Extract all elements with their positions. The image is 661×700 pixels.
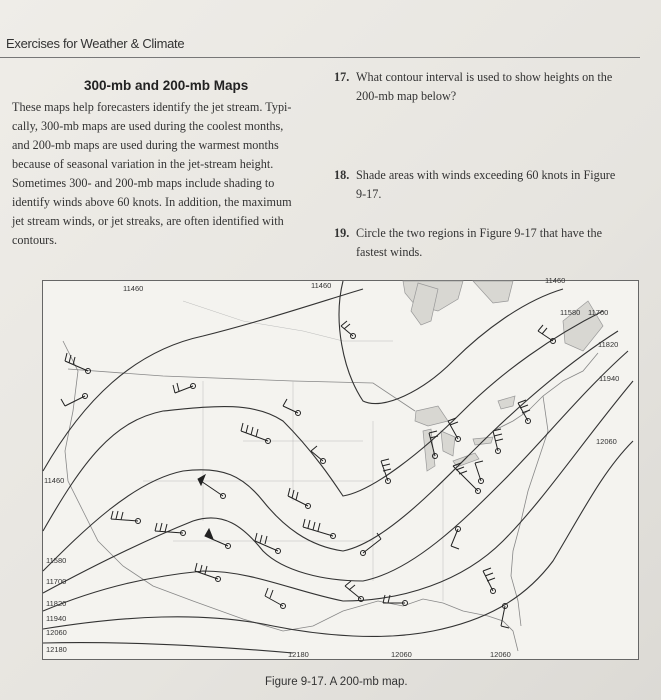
wind-barb bbox=[265, 588, 286, 609]
wind-barb bbox=[501, 604, 509, 629]
canada-lines bbox=[183, 301, 393, 341]
intro-line: and 200-mb maps are used during the warmest months bbox=[12, 138, 279, 152]
contour-label: 11460 bbox=[44, 476, 65, 485]
intro-line: because of seasonal variation in the jet-stream height. bbox=[12, 157, 274, 171]
contour-label: 11580 bbox=[46, 556, 67, 565]
st-lawrence bbox=[498, 396, 515, 409]
question-17 bbox=[334, 68, 644, 106]
wind-barb bbox=[155, 523, 186, 536]
wind-barb bbox=[288, 488, 311, 509]
east-coast bbox=[511, 396, 548, 626]
coast-south bbox=[63, 341, 518, 651]
question-number: 18. bbox=[334, 168, 350, 182]
wind-barb bbox=[493, 429, 503, 454]
intro-line: cally, 300-mb maps are used during the coolest months, bbox=[12, 119, 284, 133]
wind-barb bbox=[283, 399, 301, 416]
contour-label: 12060 bbox=[46, 628, 67, 637]
contour-label: 11460 bbox=[311, 281, 332, 290]
question-text-cont: 9-17. bbox=[356, 187, 382, 201]
contour-11940 bbox=[43, 381, 633, 611]
map-svg bbox=[43, 276, 638, 659]
question-18 bbox=[334, 166, 644, 204]
page-header: Exercises for Weather & Climate bbox=[6, 36, 185, 51]
contour-label: 12180 bbox=[288, 650, 309, 659]
question-number: 19. bbox=[334, 226, 350, 240]
wind-barb bbox=[475, 461, 484, 484]
contour-label: 11700 bbox=[46, 577, 67, 586]
contour-label: 11460 bbox=[545, 276, 566, 285]
wind-barb bbox=[381, 459, 391, 484]
contour-12060 bbox=[43, 441, 633, 636]
contour-label: 11820 bbox=[598, 340, 619, 349]
contour-label: 12060 bbox=[490, 650, 511, 659]
wind-barb bbox=[303, 519, 336, 539]
contour-12180 bbox=[43, 643, 293, 653]
intro-paragraph bbox=[12, 98, 308, 250]
wind-barb bbox=[383, 595, 408, 606]
wind-barb bbox=[483, 568, 496, 594]
intro-line: contours. bbox=[12, 233, 58, 247]
wind-barb bbox=[345, 581, 364, 602]
contour-label: 11940 bbox=[46, 614, 67, 623]
question-number: 17. bbox=[334, 70, 350, 84]
contour-label: 11820 bbox=[46, 599, 67, 608]
figure-caption: Figure 9-17. A 200-mb map. bbox=[265, 676, 408, 688]
section-title: 300-mb and 200-mb Maps bbox=[84, 78, 249, 93]
wind-barb bbox=[241, 423, 271, 444]
contour-label: 12060 bbox=[391, 650, 412, 659]
upper-air-map bbox=[42, 276, 639, 660]
wind-barb bbox=[173, 383, 196, 393]
question-text: Shade areas with winds exceeding 60 knots in Figure bbox=[356, 168, 616, 182]
wind-barb bbox=[451, 527, 461, 550]
question-text: Circle the two regions in Figure 9-17 that have the bbox=[356, 226, 603, 240]
wind-barb bbox=[518, 400, 531, 424]
wind-barb bbox=[198, 475, 226, 499]
contour-label: 11580 bbox=[560, 308, 581, 317]
lake-huron bbox=[441, 431, 455, 456]
wind-barb bbox=[205, 529, 231, 549]
contour-11820 bbox=[43, 351, 628, 593]
lake-superior bbox=[415, 406, 448, 426]
intro-line: jet stream winds, or jet streaks, are often identified with bbox=[12, 214, 284, 228]
wind-barb bbox=[255, 533, 281, 554]
question-text-cont: fastest winds. bbox=[356, 245, 423, 259]
intro-line: identify winds above 60 knots. In addition, the maximum bbox=[12, 195, 292, 209]
intro-line: Sometimes 300- and 200-mb maps include shading to bbox=[12, 176, 275, 190]
wind-barb bbox=[361, 533, 382, 556]
arctic-water bbox=[473, 281, 513, 303]
wind-barb bbox=[195, 563, 221, 582]
wind-barb bbox=[538, 325, 556, 344]
contour-label: 12060 bbox=[596, 437, 617, 446]
question-text: What contour interval is used to show heights on the bbox=[356, 70, 613, 84]
header-rule bbox=[0, 57, 640, 58]
ne-coast bbox=[493, 353, 598, 431]
intro-line: These maps help forecasters identify the jet stream. Typi- bbox=[12, 100, 292, 114]
question-19 bbox=[334, 224, 644, 262]
contour-label: 11940 bbox=[599, 374, 620, 383]
question-text-cont: 200-mb map below? bbox=[356, 89, 457, 103]
wind-barb bbox=[341, 321, 356, 339]
contour-label: 11460 bbox=[123, 284, 144, 293]
contour-label: 11700 bbox=[588, 308, 609, 317]
contour-label: 12180 bbox=[46, 645, 67, 654]
height-contours bbox=[43, 281, 633, 653]
contour-11580 bbox=[43, 311, 603, 531]
wind-barb bbox=[111, 511, 141, 524]
